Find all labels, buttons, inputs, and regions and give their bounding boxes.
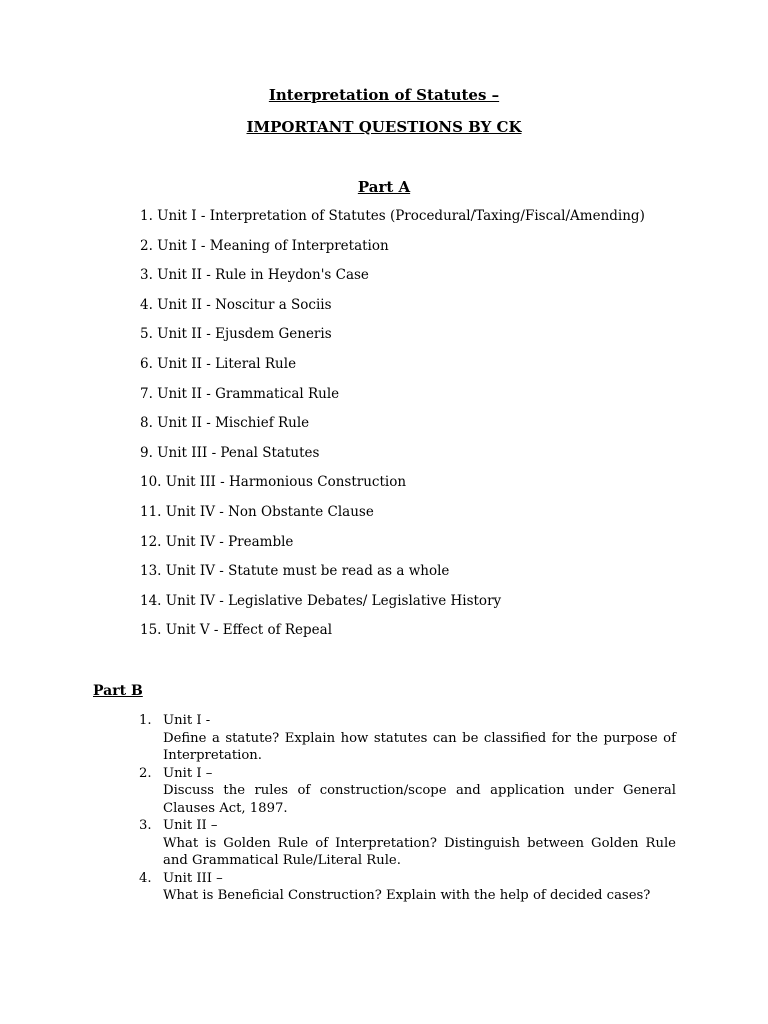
item-unit: Unit I –	[163, 765, 213, 781]
part-a-item: 8. Unit II - Mischief Rule	[140, 415, 310, 432]
part-a-item: 14. Unit IV - Legislative Debates/ Legislative History	[140, 592, 502, 609]
item-question: What is Beneficial Construction? Explain with the help of decided cases?	[163, 888, 651, 903]
item-question: What is Golden Rule of Interpretation? Distinguish between Golden Rule and Grammatical Rule/Literal Rule.	[163, 835, 676, 868]
part-a-item: 15. Unit V - Effect of Repeal	[140, 622, 333, 639]
part-b-heading: Part B	[93, 683, 143, 699]
part-a-list	[140, 205, 700, 649]
item-number: 1.	[139, 713, 152, 728]
part-b-item	[139, 712, 676, 765]
part-a-item: 11. Unit IV - Non Obstante Clause	[140, 503, 374, 520]
part-a-item: 2. Unit I - Meaning of Interpretation	[140, 237, 389, 254]
item-question: Discuss the rules of construction/scope and application under General Clauses Act, 1897.	[163, 783, 676, 816]
part-b-item	[139, 817, 676, 870]
item-unit: Unit I -	[163, 713, 211, 728]
item-number: 2.	[139, 765, 152, 781]
part-a-item: 1. Unit I - Interpretation of Statutes (Procedural/Taxing/Fiscal/Amending)	[140, 208, 645, 224]
part-a-item: 10. Unit III - Harmonious Construction	[140, 474, 407, 491]
part-a-item: 6. Unit II - Literal Rule	[140, 355, 297, 372]
document-title: Interpretation of Statutes –	[268, 86, 500, 104]
item-question: Define a statute? Explain how statutes can be classified for the purpose of Interpretation.	[163, 730, 676, 763]
part-a-item: 13. Unit IV - Statute must be read as a whole	[140, 563, 450, 580]
part-a-item: 5. Unit II - Ejusdem Generis	[140, 326, 332, 343]
part-b-item	[139, 870, 676, 905]
part-a-item: 4. Unit II - Noscitur a Sociis	[140, 296, 332, 313]
item-unit: Unit III –	[163, 870, 223, 886]
item-unit: Unit II –	[163, 818, 218, 833]
document-subtitle: IMPORTANT QUESTIONS BY CK	[246, 118, 522, 136]
part-a-heading: Part A	[357, 178, 411, 196]
part-a-item: 3. Unit II - Rule in Heydon's Case	[140, 267, 369, 284]
part-a-item: 12. Unit IV - Preamble	[140, 533, 294, 550]
item-number: 3.	[139, 818, 152, 833]
part-a-item: 9. Unit III - Penal Statutes	[140, 444, 320, 461]
part-a-item: 7. Unit II - Grammatical Rule	[140, 385, 340, 402]
part-b-item	[139, 765, 676, 818]
item-number: 4.	[139, 870, 152, 886]
part-b-list	[139, 712, 676, 905]
